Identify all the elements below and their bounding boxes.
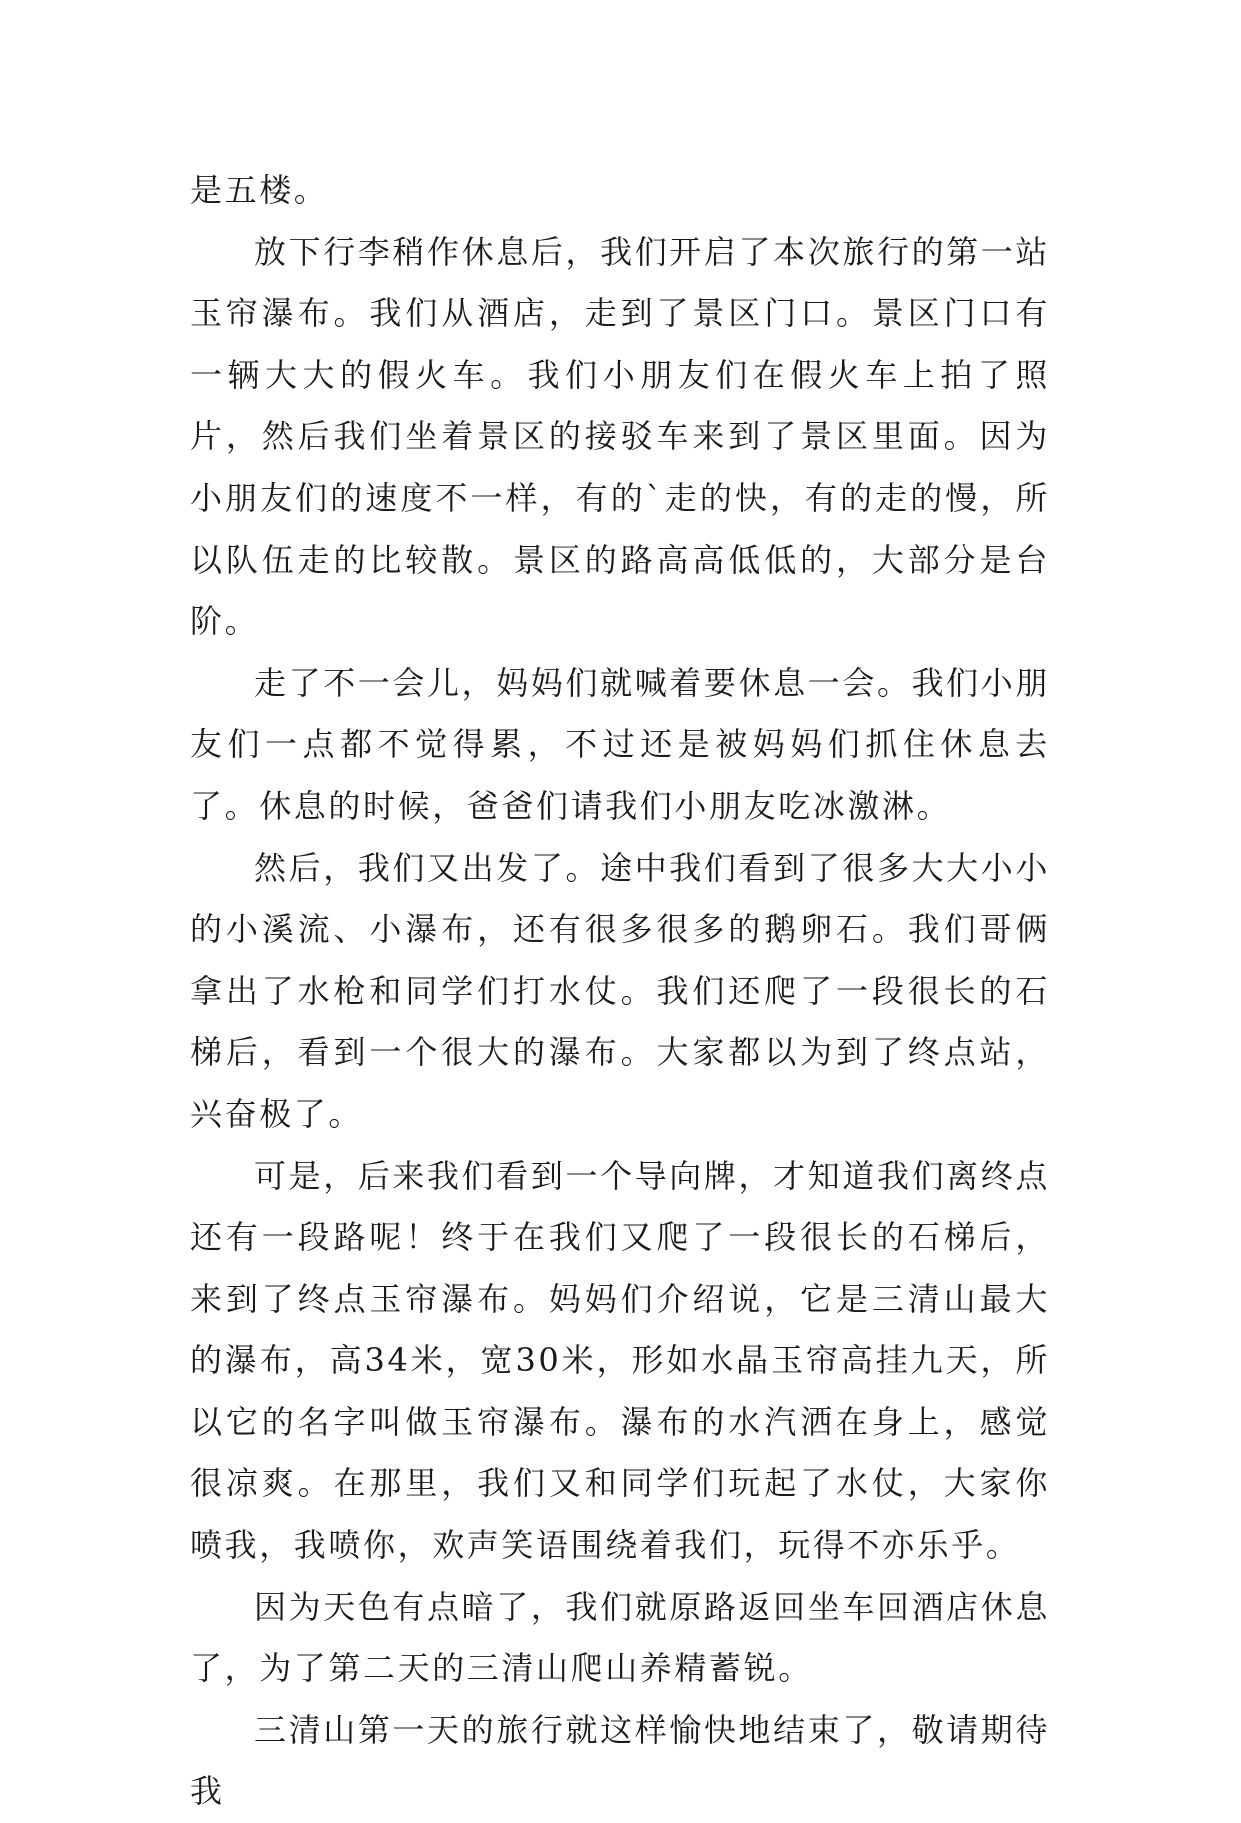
- body-text: [190, 160, 1050, 1823]
- paragraph: 走了不一会儿，妈妈们就喊着要休息一会。我们小朋友们一点都不觉得累，不过还是被妈妈们抓住休息去了。休息的时候，爸爸们请我们小朋友吃冰激淋。: [190, 663, 1050, 825]
- paragraph: 因为天色有点暗了，我们就原路返回坐车回酒店休息了，为了第二天的三清山爬山养精蓄锐。: [190, 1587, 1050, 1688]
- paragraph: 然后，我们又出发了。途中我们看到了很多大大小小的小溪流、小瀑布，还有很多很多的鹅卵石。我们哥俩拿出了水枪和同学们打水仗。我们还爬了一段很长的石梯后，看到一个很大的瀑布。大家都以为到了终点站，兴奋极了。: [190, 848, 1050, 1133]
- paragraph: 三清山第一天的旅行就这样愉快地结束了，敬请期待我: [190, 1710, 1050, 1811]
- paragraph: 是五楼。: [190, 171, 329, 209]
- paragraph: 放下行李稍作休息后，我们开启了本次旅行的第一站玉帘瀑布。我们从酒店，走到了景区门口。景区门口有一辆大大的假火车。我们小朋友们在假火车上拍了照片，然后我们坐着景区的接驳车来到了景区里面。因为小朋友们的速度不一样，有的`走的快，有的走的慢，所以队伍走的比较散。景区的路高高低低的，大部分是台阶。: [190, 232, 1050, 641]
- paragraph: 可是，后来我们看到一个导向牌，才知道我们离终点还有一段路呢！终于在我们又爬了一段很长的石梯后，来到了终点玉帘瀑布。妈妈们介绍说，它是三清山最大的瀑布，高34米，宽30米，形如水晶玉帘高挂九天，所以它的名字叫做玉帘瀑布。瀑布的水汽洒在身上，感觉很凉爽。在那里，我们又和同学们玩起了水仗，大家你喷我，我喷你，欢声笑语围绕着我们，玩得不亦乐乎。: [190, 1156, 1050, 1565]
